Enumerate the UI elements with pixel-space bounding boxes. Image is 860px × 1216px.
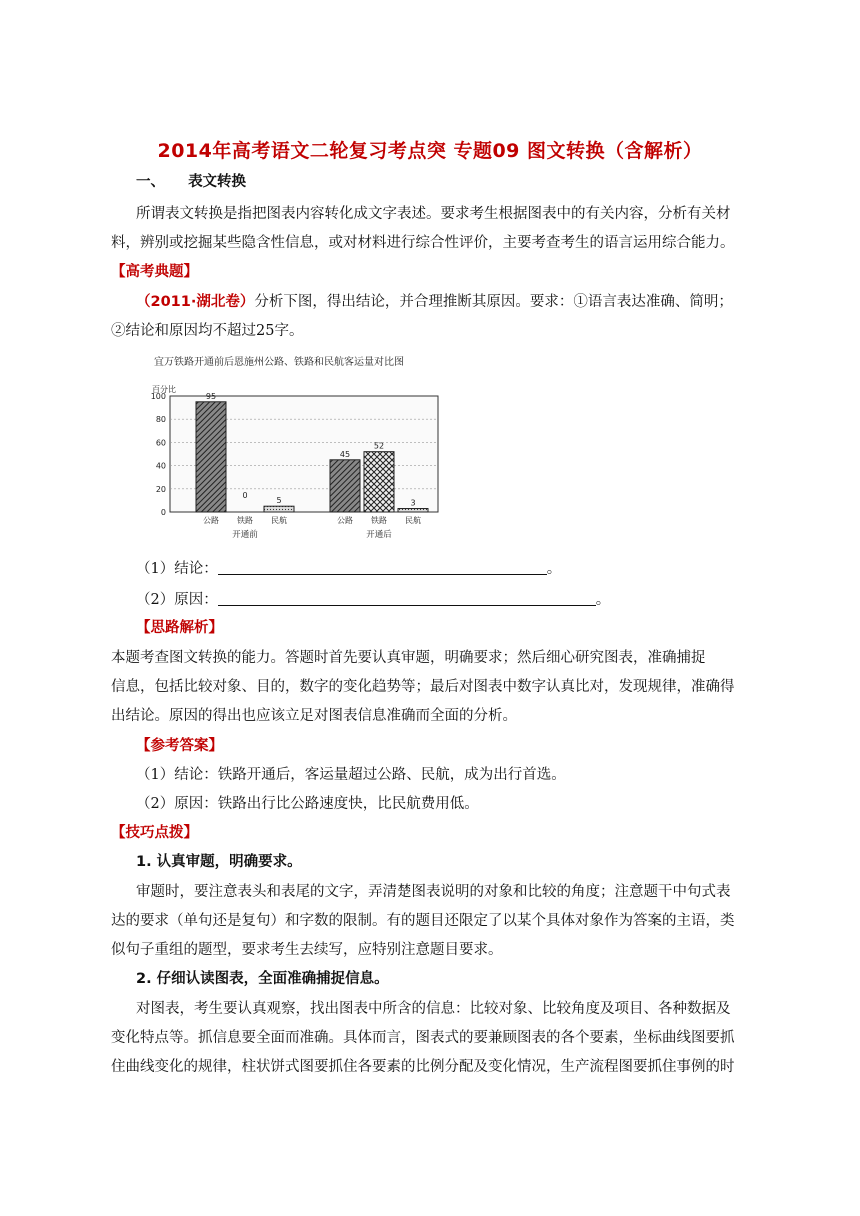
question-line-1 [136, 292, 733, 312]
answer-line-1: （1）结论：铁路开通后，客运量超过公路、民航，成为出行首选。 [136, 767, 566, 783]
y-tick-label: 100 [150, 392, 166, 401]
bar-value-label: 0 [242, 491, 248, 500]
x-group-label: 开通前 [232, 530, 258, 540]
bar [264, 506, 294, 512]
tip1-line-1: 审题时，要注意表头和表尾的文字，弄清楚图表说明的对象和比较的角度；注意题干中句式表 [136, 884, 731, 900]
answer-label: 【参考答案】 [136, 738, 223, 754]
analysis-line-3: 出结论。原因的得出也应该立足对图表信息准确而全面的分析。 [111, 708, 517, 724]
tip1-heading: 1. 认真审题，明确要求。 [136, 854, 302, 870]
blank-reason-end: 。 [595, 592, 611, 608]
intro-line-2: 料，辨别或挖掘某些隐含性信息，或对材料进行综合性评价，主要考查考生的语言运用综合能力。 [111, 235, 735, 251]
analysis-label: 【思路解析】 [136, 620, 223, 636]
tip2-heading: 2. 仔细认读图表，全面准确捕捉信息。 [136, 971, 389, 987]
x-category-label: 民航 [271, 516, 287, 525]
bar-value-label: 52 [373, 441, 385, 451]
page-title: 2014年高考语文二轮复习考点突 专题09 图文转换（含解析） [157, 140, 703, 162]
tip1-line-3: 似句子重组的题型，要求考生去续写，应特别注意题目要求。 [111, 942, 503, 958]
bar-chart [140, 352, 468, 548]
tip1-line-2: 达的要求（单句还是复句）和字数的限制。有的题目还限定了以某个具体对象作为答案的主语，类 [111, 913, 735, 929]
chart-title: 宜万铁路开通前后恩施州公路、铁路和民航客运量对比图 [154, 357, 404, 368]
question-text: 分析下图，得出结论，并合理推断其原因。要求：①语言表达准确、简明； [254, 294, 733, 310]
bar-value-label: 3 [410, 498, 416, 508]
answer-line-2: （2）原因：铁路出行比公路速度快，比民航费用低。 [136, 796, 479, 812]
blank-conclusion [136, 559, 561, 579]
chart-svg [140, 352, 468, 548]
bar-value-label: 95 [205, 391, 217, 401]
blank-reason-label: （2）原因： [136, 592, 218, 608]
section-heading [136, 172, 246, 192]
x-category-label: 民航 [405, 516, 421, 525]
tips-label: 【技巧点拨】 [111, 825, 198, 841]
x-category-label: 公路 [337, 516, 353, 525]
chart-plot [151, 392, 438, 540]
section-title: 表文转换 [188, 174, 247, 190]
question-source: （2011·湖北卷） [136, 294, 255, 310]
blank-conclusion-label: （1）结论： [136, 561, 218, 577]
conclusion-blank-line [218, 560, 547, 575]
bar [330, 460, 360, 512]
blank-reason [136, 590, 610, 610]
y-tick-label: 80 [155, 415, 166, 425]
y-tick-label: 40 [155, 461, 166, 471]
intro-line-1: 所谓表文转换是指把图表内容转化成文字表述。要求考生根据图表中的有关内容，分析有关材 [136, 206, 731, 222]
tip2-line-1: 对图表，考生要认真观察，找出图表中所含的信息：比较对象、比较角度及项目、各种数据及 [136, 1001, 731, 1017]
x-category-label: 铁路 [237, 516, 253, 525]
y-tick-label: 0 [160, 508, 166, 517]
bar [364, 452, 394, 512]
analysis-line-1: 本题考查图文转换的能力。答题时首先要认真审题，明确要求；然后细心研究图表，准确捕捉 [111, 650, 706, 666]
chart-ylabel: 百分比 [152, 385, 176, 394]
y-tick-label: 60 [155, 438, 166, 448]
x-category-label: 公路 [203, 516, 219, 525]
bar [398, 509, 428, 512]
bar-value-label: 45 [339, 449, 351, 459]
bar-value-label: 5 [276, 496, 282, 506]
analysis-line-2: 信息，包括比较对象、目的，数字的变化趋势等；最后对图表中数字认真比对，发现规律，准确得 [111, 679, 735, 695]
exam-label: 【高考典题】 [111, 264, 198, 280]
blank-conclusion-end: 。 [546, 561, 562, 577]
x-group-label: 开通后 [366, 530, 392, 540]
section-number: 一、 [136, 174, 165, 190]
y-tick-label: 20 [155, 484, 166, 494]
x-category-label: 铁路 [371, 516, 387, 525]
question-line-2: ②结论和原因均不超过25字。 [111, 323, 304, 339]
tip2-line-3: 住曲线变化的规律，柱状饼式图要抓住各要素的比例分配及变化情况，生产流程图要抓住事例的时 [111, 1059, 735, 1075]
reason-blank-line [218, 591, 596, 606]
tip2-line-2: 变化特点等。抓信息要全面而准确。具体而言，图表式的要兼顾图表的各个要素，坐标曲线图要抓 [111, 1030, 735, 1046]
bar [196, 402, 226, 512]
